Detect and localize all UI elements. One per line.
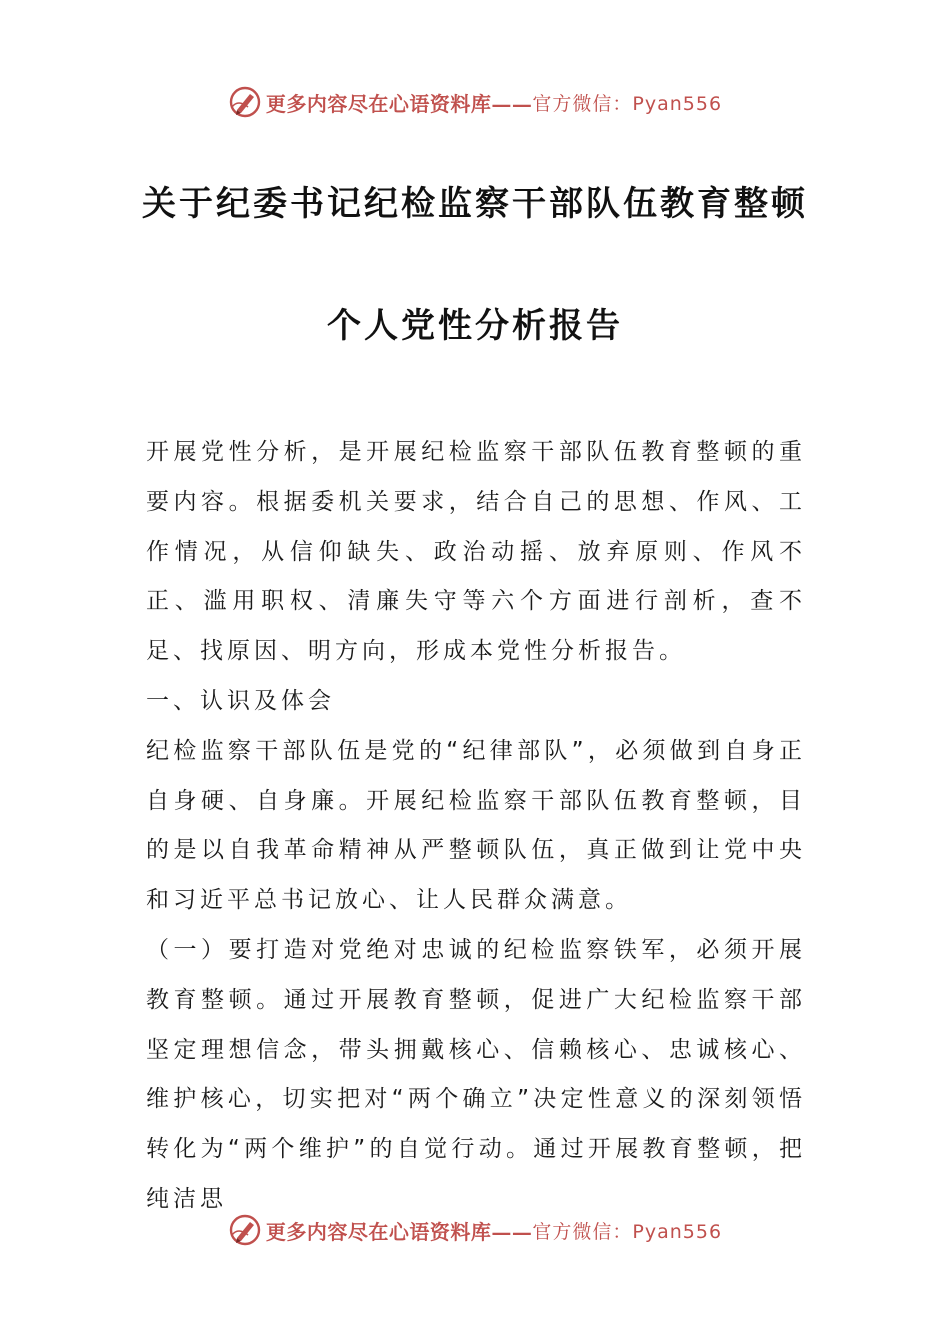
document-body bbox=[146, 428, 806, 1225]
paragraph-loyalty: （一）要打造对党绝对忠诚的纪检监察铁军，必须开展教育整顿。通过开展教育整顿，促进广大纪检监察干部坚定理想信念，带头拥戴核心、信赖核心、忠诚核心、维护核心，切实把对“两个确立”决定性意义的深刻领悟转化为“两个维护”的自觉行动。通过开展教育整顿，把纯洁思 bbox=[146, 936, 806, 1212]
watermark-banner-bottom bbox=[0, 1208, 950, 1252]
section-heading: 一、认识及体会 bbox=[146, 687, 335, 714]
watermark-contact: 官方微信：Pyan556 bbox=[532, 1220, 723, 1243]
watermark-contact: 官方微信：Pyan556 bbox=[532, 92, 723, 115]
watermark-text: 更多内容尽在心语资料库—— bbox=[265, 1219, 533, 1244]
document-title-line2: 个人党性分析报告 bbox=[327, 306, 623, 346]
paragraph-discipline-troops: 纪检监察干部队伍是党的“纪律部队”，必须做到自身正自身硬、自身廉。开展纪检监察干部队伍教育整顿，目的是以自我革命精神从严整顿队伍，真正做到让党中央和习近平总书记放心、让人民群众满意。 bbox=[146, 737, 806, 914]
watermark-text: 更多内容尽在心语资料库—— bbox=[265, 91, 533, 116]
paragraph-intro: 开展党性分析，是开展纪检监察干部队伍教育整顿的重要内容。根据委机关要求，结合自己的思想、作风、工作情况，从信仰缺失、政治动摇、放弃原则、作风不正、滥用职权、清廉失守等六个方面进行剖析，查不足、找原因、明方向，形成本党性分析报告。 bbox=[146, 439, 806, 665]
watermark-banner-top bbox=[0, 80, 950, 124]
pen-logo-icon bbox=[228, 1213, 262, 1247]
pen-logo-icon bbox=[228, 85, 262, 119]
document-title-line1: 关于纪委书记纪检监察干部队伍教育整顿 bbox=[142, 184, 808, 224]
